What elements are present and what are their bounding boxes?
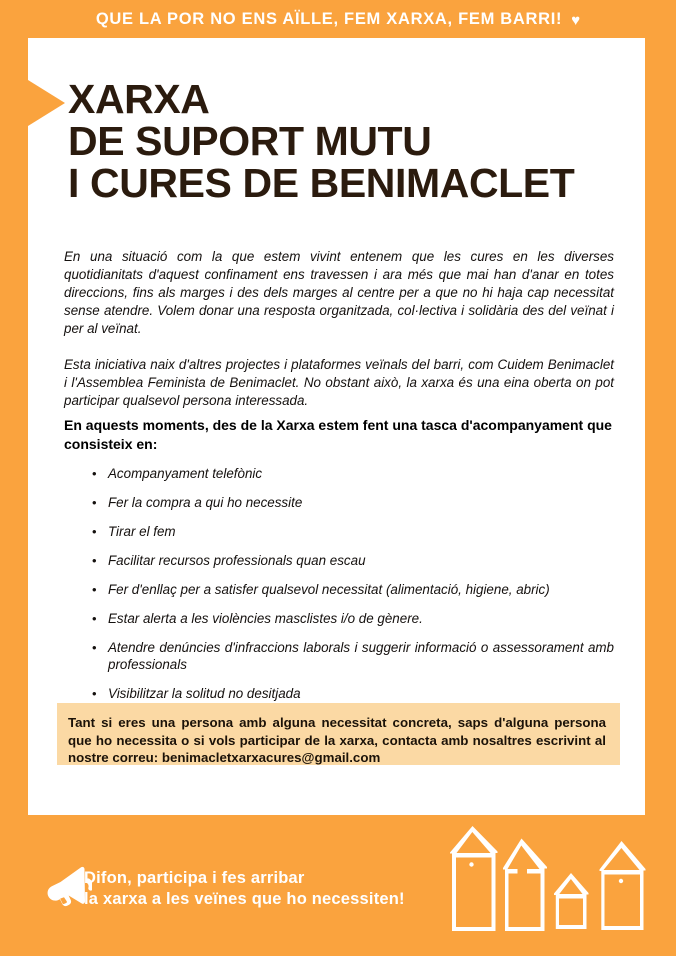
contact-highlight-text: Tant si eres una persona amb alguna necessitat concreta, saps d'alguna persona que ho necessita o si vols participar de la xarxa, contacta amb nosaltres escrivint al nostre correu: benimacletxarxacures@gmail.com xyxy=(68,715,606,765)
title-line-2: DE SUPORT MUTU xyxy=(68,118,432,164)
bullet-icon: • xyxy=(92,524,97,539)
bullet-icon: • xyxy=(92,686,97,701)
list-item-label: Fer d'enllaç per a satisfer qualsevol necessitat (alimentació, higiene, abric) xyxy=(108,582,550,597)
list-item-label: Estar alerta a les violències masclistes i/o de gènere. xyxy=(108,611,423,626)
tasks-list xyxy=(64,465,614,702)
bullet-icon: • xyxy=(92,553,97,568)
paragraph-origin: Esta iniciativa naix d'altres projectes i plataformes veïnals del barri, com Cuidem Benimaclet i l'Assemblea Feminista de Benimaclet. No obstant això, la xarxa és una eina oberta on pot participar qualsevol persona interessada. xyxy=(64,357,614,408)
list-item xyxy=(92,523,614,540)
top-banner xyxy=(0,0,676,38)
list-item xyxy=(92,494,614,511)
title-line-1: XARXA xyxy=(68,76,210,122)
contact-highlight-box xyxy=(57,703,620,765)
list-item-label: Acompanyament telefònic xyxy=(108,466,263,481)
lead-heading: En aquests moments, des de la Xarxa estem fent una tasca d'acompanyament que consisteix en: xyxy=(64,417,612,452)
list-item xyxy=(92,610,614,627)
list-item-label: Atendre denúncies d'infraccions laborals i suggerir informació o assessorament amb professionals xyxy=(108,640,614,672)
list-item-label: Tirar el fem xyxy=(108,524,176,539)
list-item-label: Fer la compra a qui ho necessite xyxy=(108,495,303,510)
footer-text xyxy=(84,868,405,910)
bullet-icon: • xyxy=(92,640,97,655)
footer-line-1: Difon, participa i fes arribar xyxy=(84,869,305,887)
heart-icon: ♥ xyxy=(571,11,581,29)
body-content xyxy=(64,248,614,714)
title-line-3: I CURES DE BENIMACLET xyxy=(68,160,575,206)
page-title xyxy=(68,78,628,204)
list-item-label: Visibilitzar la solitud no desitjada xyxy=(108,686,301,701)
list-item xyxy=(92,685,614,702)
bullet-icon: • xyxy=(92,611,97,626)
bullet-icon: • xyxy=(92,495,97,510)
list-item xyxy=(92,465,614,482)
bullet-icon: • xyxy=(92,582,97,597)
houses-icon xyxy=(443,823,658,933)
footer-line-2: la xarxa a les veïnes que ho necessiten! xyxy=(84,890,405,908)
list-item xyxy=(92,552,614,569)
arrow-right-icon xyxy=(28,80,65,126)
list-item-label: Facilitar recursos professionals quan escau xyxy=(108,553,366,568)
paragraph-intro: En una situació com la que estem vivint entenem que les cures en les diverses quotidianitats d'aquest confinament ens travessen i ara més que mai han d'anar en totes direccions, fins als marges i des dels marges al centre per a que no hi haja cap necessitat sense atendre. Volem donar una resposta organitzada, col·lectiva i solidària des del veïnat i per al veïnat. xyxy=(64,249,614,336)
list-item xyxy=(92,581,614,598)
bullet-icon: • xyxy=(92,466,97,481)
top-banner-text: QUE LA POR NO ENS AÏLLE, FEM XARXA, FEM BARRI! xyxy=(95,9,563,28)
list-item xyxy=(92,639,614,673)
